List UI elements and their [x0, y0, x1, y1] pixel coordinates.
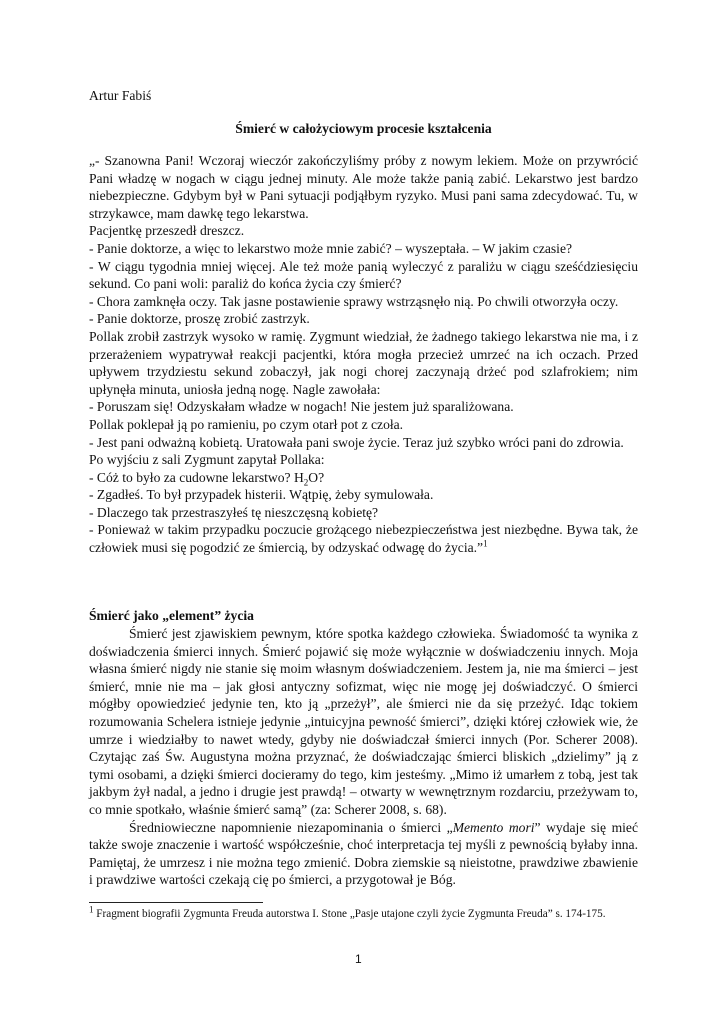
h2o-subscript: 2 — [303, 477, 309, 488]
story-paragraph-last — [89, 521, 638, 556]
story-paragraph: - Dlaczego tak przestraszyłeś tę nieszczęsną kobietę? — [89, 504, 379, 520]
footnote-reference[interactable]: 1 — [483, 538, 488, 549]
story-paragraph: - Chora zamknęła oczy. Tak jasne postawienie sprawy wstrząsnęło nią. Po chwili otworzyła oczy. — [89, 293, 619, 309]
footnote-marker: 1 — [89, 904, 94, 915]
story-paragraph: - Zgadłeś. To był przypadek histerii. Wątpię, żeby symulowała. — [89, 487, 434, 503]
para2-before: Średniowieczne napomnienie niezapominania o śmierci „ — [129, 819, 453, 835]
footnote — [89, 904, 638, 921]
footnote-text: Fragment biografii Zygmunta Freuda autorstwa I. Stone „Pasje utajone czyli życie Zygmunta Freuda” s. 174-175. — [93, 908, 606, 920]
section-heading: Śmierć jako „element” życia — [89, 608, 254, 623]
document-title: Śmierć w całożyciowym procesie kształcenia — [235, 121, 492, 136]
para2-after: ” wydaje się mieć także swoje znaczenie i wartość współcześnie, choć interpretacja tej myśli z pewnością byłaby inna. Pamiętaj, że umrzesz i nie można tego zmienić. Dobra ziemskie są nieistotne, prawdziwe zbawienie i prawdziwe wartości czekają cię po śmierci, a przygotował je Bóg. — [89, 819, 638, 888]
story-paragraph: - W ciągu tygodnia mniej więcej. Ale też może panią wyleczyć z paraliżu w ciągu sześćdziesięciu sekund. Co pani woli: paraliż do końca życia czy śmierć? — [89, 258, 638, 292]
story-last-text: - Ponieważ w takim przypadku poczucie grożącego niebezpieczeństwa jest niezbędne. Bywa tak, że człowiek musi się pogodzić ze śmiercią, by odzyskać odwagę do życia.” — [89, 522, 638, 556]
story-paragraph-h2o — [89, 469, 638, 487]
story-paragraph: - Poruszam się! Odzyskałam władze w nogach! Nie jestem już sparaliżowana. — [89, 399, 514, 415]
section-body — [89, 625, 638, 889]
page-number: 1 — [355, 952, 362, 966]
story-paragraph: Pollak zrobił zastrzyk wysoko w ramię. Zygmunt wiedział, że żadnego takiego lekarstwa nie ma, i z przerażeniem wypatrywał reakcji pacjentki, która mogła przecież umrzeć na ich oczach. Przed upływem trzydziestu sekund zobaczył, jak nogi chorej zaczynają drżeć pod szlafrokiem; nim upłynęła minuta, uniosła jedną nogę. Nagle zawołała: — [89, 328, 638, 397]
story-paragraph: Pacjentkę przeszedł dreszcz. — [89, 223, 245, 239]
story-paragraph: - Jest pani odważną kobietą. Uratowała pani swoje życie. Teraz już szybko wróci pani do zdrowia. — [89, 434, 624, 450]
story-paragraph: Po wyjściu z sali Zygmunt zapytał Pollaka: — [89, 452, 325, 468]
h2o-before: - Cóż to było za cudowne lekarstwo? H — [89, 469, 304, 485]
h2o-after: O? — [308, 469, 325, 485]
footnote-divider — [89, 902, 263, 903]
author-name: Artur Fabiś — [89, 88, 152, 103]
section-paragraph: Śmierć jest zjawiskiem pewnym, które spotka każdego człowieka. Świadomość ta wynika z doświadczenia śmierci innych. Śmierć pojawić się może wyłącznie w doświadczeniu innych. Moja własna śmierć nigdy nie stanie się moim własnym doświadczeniem. Jestem ja, nie ma śmierci – jest śmierć, mnie nie ma – jak głosi antyczny sofizmat, więc nie mogę jej doświadczyć. O śmierci mógłby opowiedzieć jedynie ten, kto ją „przeżył”, ale śmierci nie da się przeżyć. Idąc tokiem rozumowania Schelera istnieje jedynie „intuicyjna pewność śmierci”, dzięki której człowiek wie, że umrze i wiedziałby to nawet wtedy, gdyby nie doświadczał śmierci innych (Por. Scherer 2008). Czytając zaś Św. Augustyna można przyznać, że doświadczając śmierci bliskich „dzielimy” ją z tymi osobami, a dzięki śmierci docieramy do tego, kim jesteśmy. „Mimo iż umarłem z tobą, jest tak jakbym żył nadal, a jedno i drugie jest prawdą! – otwarty w wewnętrznym rozdarciu, przeżywam to, co mnie spotkało, właśnie śmierć samą” (za: Scherer 2008, s. 68). — [89, 626, 638, 817]
story-paragraph: Pollak poklepał ją po ramieniu, po czym otarł pot z czoła. — [89, 416, 404, 432]
story-paragraph: - Panie doktorze, a więc to lekarstwo może mnie zabić? – wyszeptała. – W jakim czasie? — [89, 240, 573, 256]
memento-mori-italic: Memento mori — [452, 819, 535, 835]
story-paragraph: „- Szanowna Pani! Wczoraj wieczór zakończyliśmy próby z nowym lekiem. Może on przywrócić Pani władzę w nogach w ciągu jednej minuty. Ale może także panią zabić. Lekarstwo jest bardzo niebezpieczne. Gdybym był w Pani sytuacji podjąłbym ryzyko. Musi pani sama zdecydować. Tu, w strzykawce, mam dawkę tego lekarstwa. — [89, 153, 638, 221]
section-paragraph-memento — [89, 819, 638, 889]
story-paragraph: - Panie doktorze, proszę zrobić zastrzyk. — [89, 311, 310, 327]
quoted-story — [89, 152, 638, 557]
